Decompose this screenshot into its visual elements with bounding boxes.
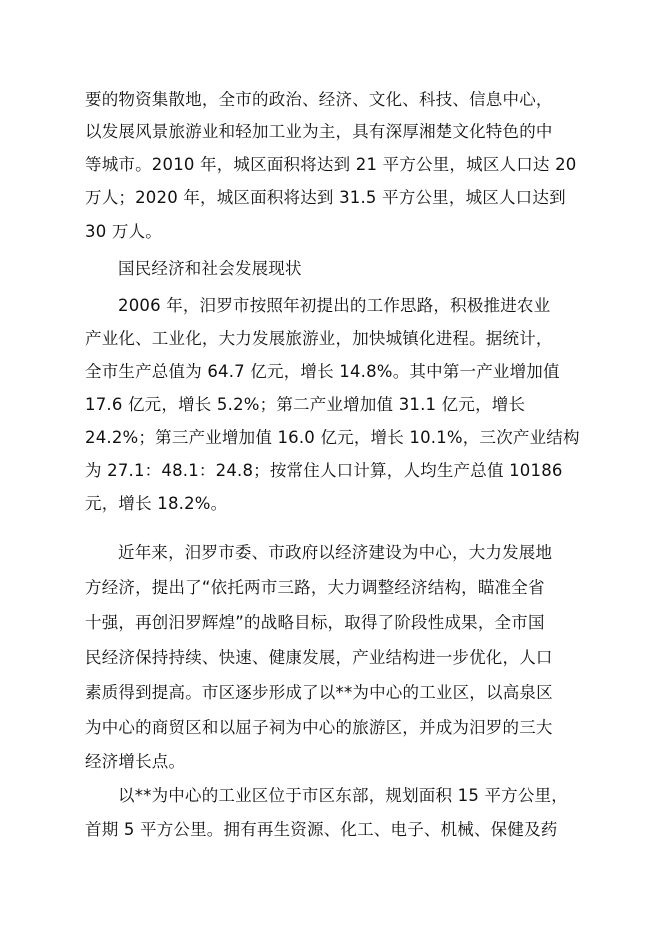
intro-line-3: 等城市。2010 年，城区面积将达到 21 平方公里，城区人口达 20 (85, 155, 577, 174)
intro-line-5: 30 万人。 (85, 222, 162, 241)
strategy-line-7: 经济增长点。 (85, 752, 186, 771)
strategy-line-5: 素质得到提高。市区逐步形成了以**为中心的工业区，以高泉区 (85, 683, 553, 702)
economy-line-7: 元，增长 18.2%。 (85, 494, 228, 513)
economy-line-1: 2006 年，汨罗市按照年初提出的工作思路，积极推进农业 (118, 296, 551, 315)
industry-line-1: 以**为中心的工业区位于市区东部，规划面积 15 平方公里， (118, 786, 568, 805)
economy-line-3: 全市生产总值为 64.7 亿元，增长 14.8%。其中第一产业增加值 (85, 362, 560, 381)
economy-line-6: 为 27.1：48.1：24.8；按常住人口计算，人均生产总值 10186 (85, 461, 563, 480)
strategy-line-4: 民经济保持持续、快速、健康发展，产业结构进一步优化，人口 (85, 648, 553, 667)
intro-line-2: 以发展风景旅游业和轻加工业为主，具有深厚湘楚文化特色的中 (85, 122, 553, 141)
intro-line-4: 万人；2020 年，城区面积将达到 31.5 平方公里，城区人口达到 (85, 188, 566, 207)
economy-line-4: 17.6 亿元，增长 5.2%；第二产业增加值 31.1 亿元，增长 (85, 395, 526, 414)
economy-line-2: 产业化、工业化，大力发展旅游业，加快城镇化进程。据统计， (85, 329, 553, 348)
economy-line-5: 24.2%；第三产业增加值 16.0 亿元，增长 10.1%，三次产业结构 (85, 428, 580, 447)
industry-line-2: 首期 5 平方公里。拥有再生资源、化工、电子、机械、保健及药 (85, 820, 558, 839)
strategy-line-3: 十强，再创汨罗辉煌”的战略目标，取得了阶段性成果，全市国 (85, 613, 545, 632)
strategy-line-1: 近年来，汨罗市委、市政府以经济建设为中心，大力发展地 (118, 543, 553, 562)
strategy-line-2: 方经济，提出了“依托两市三路，大力调整经济结构，瞄准全省 (85, 578, 545, 597)
intro-line-1: 要的物资集散地，全市的政治、经济、文化、科技、信息中心， (85, 90, 553, 109)
strategy-line-6: 为中心的商贸区和以屈子祠为中心的旅游区，并成为汨罗的三大 (85, 718, 553, 737)
section-heading: 国民经济和社会发展现状 (118, 259, 302, 278)
